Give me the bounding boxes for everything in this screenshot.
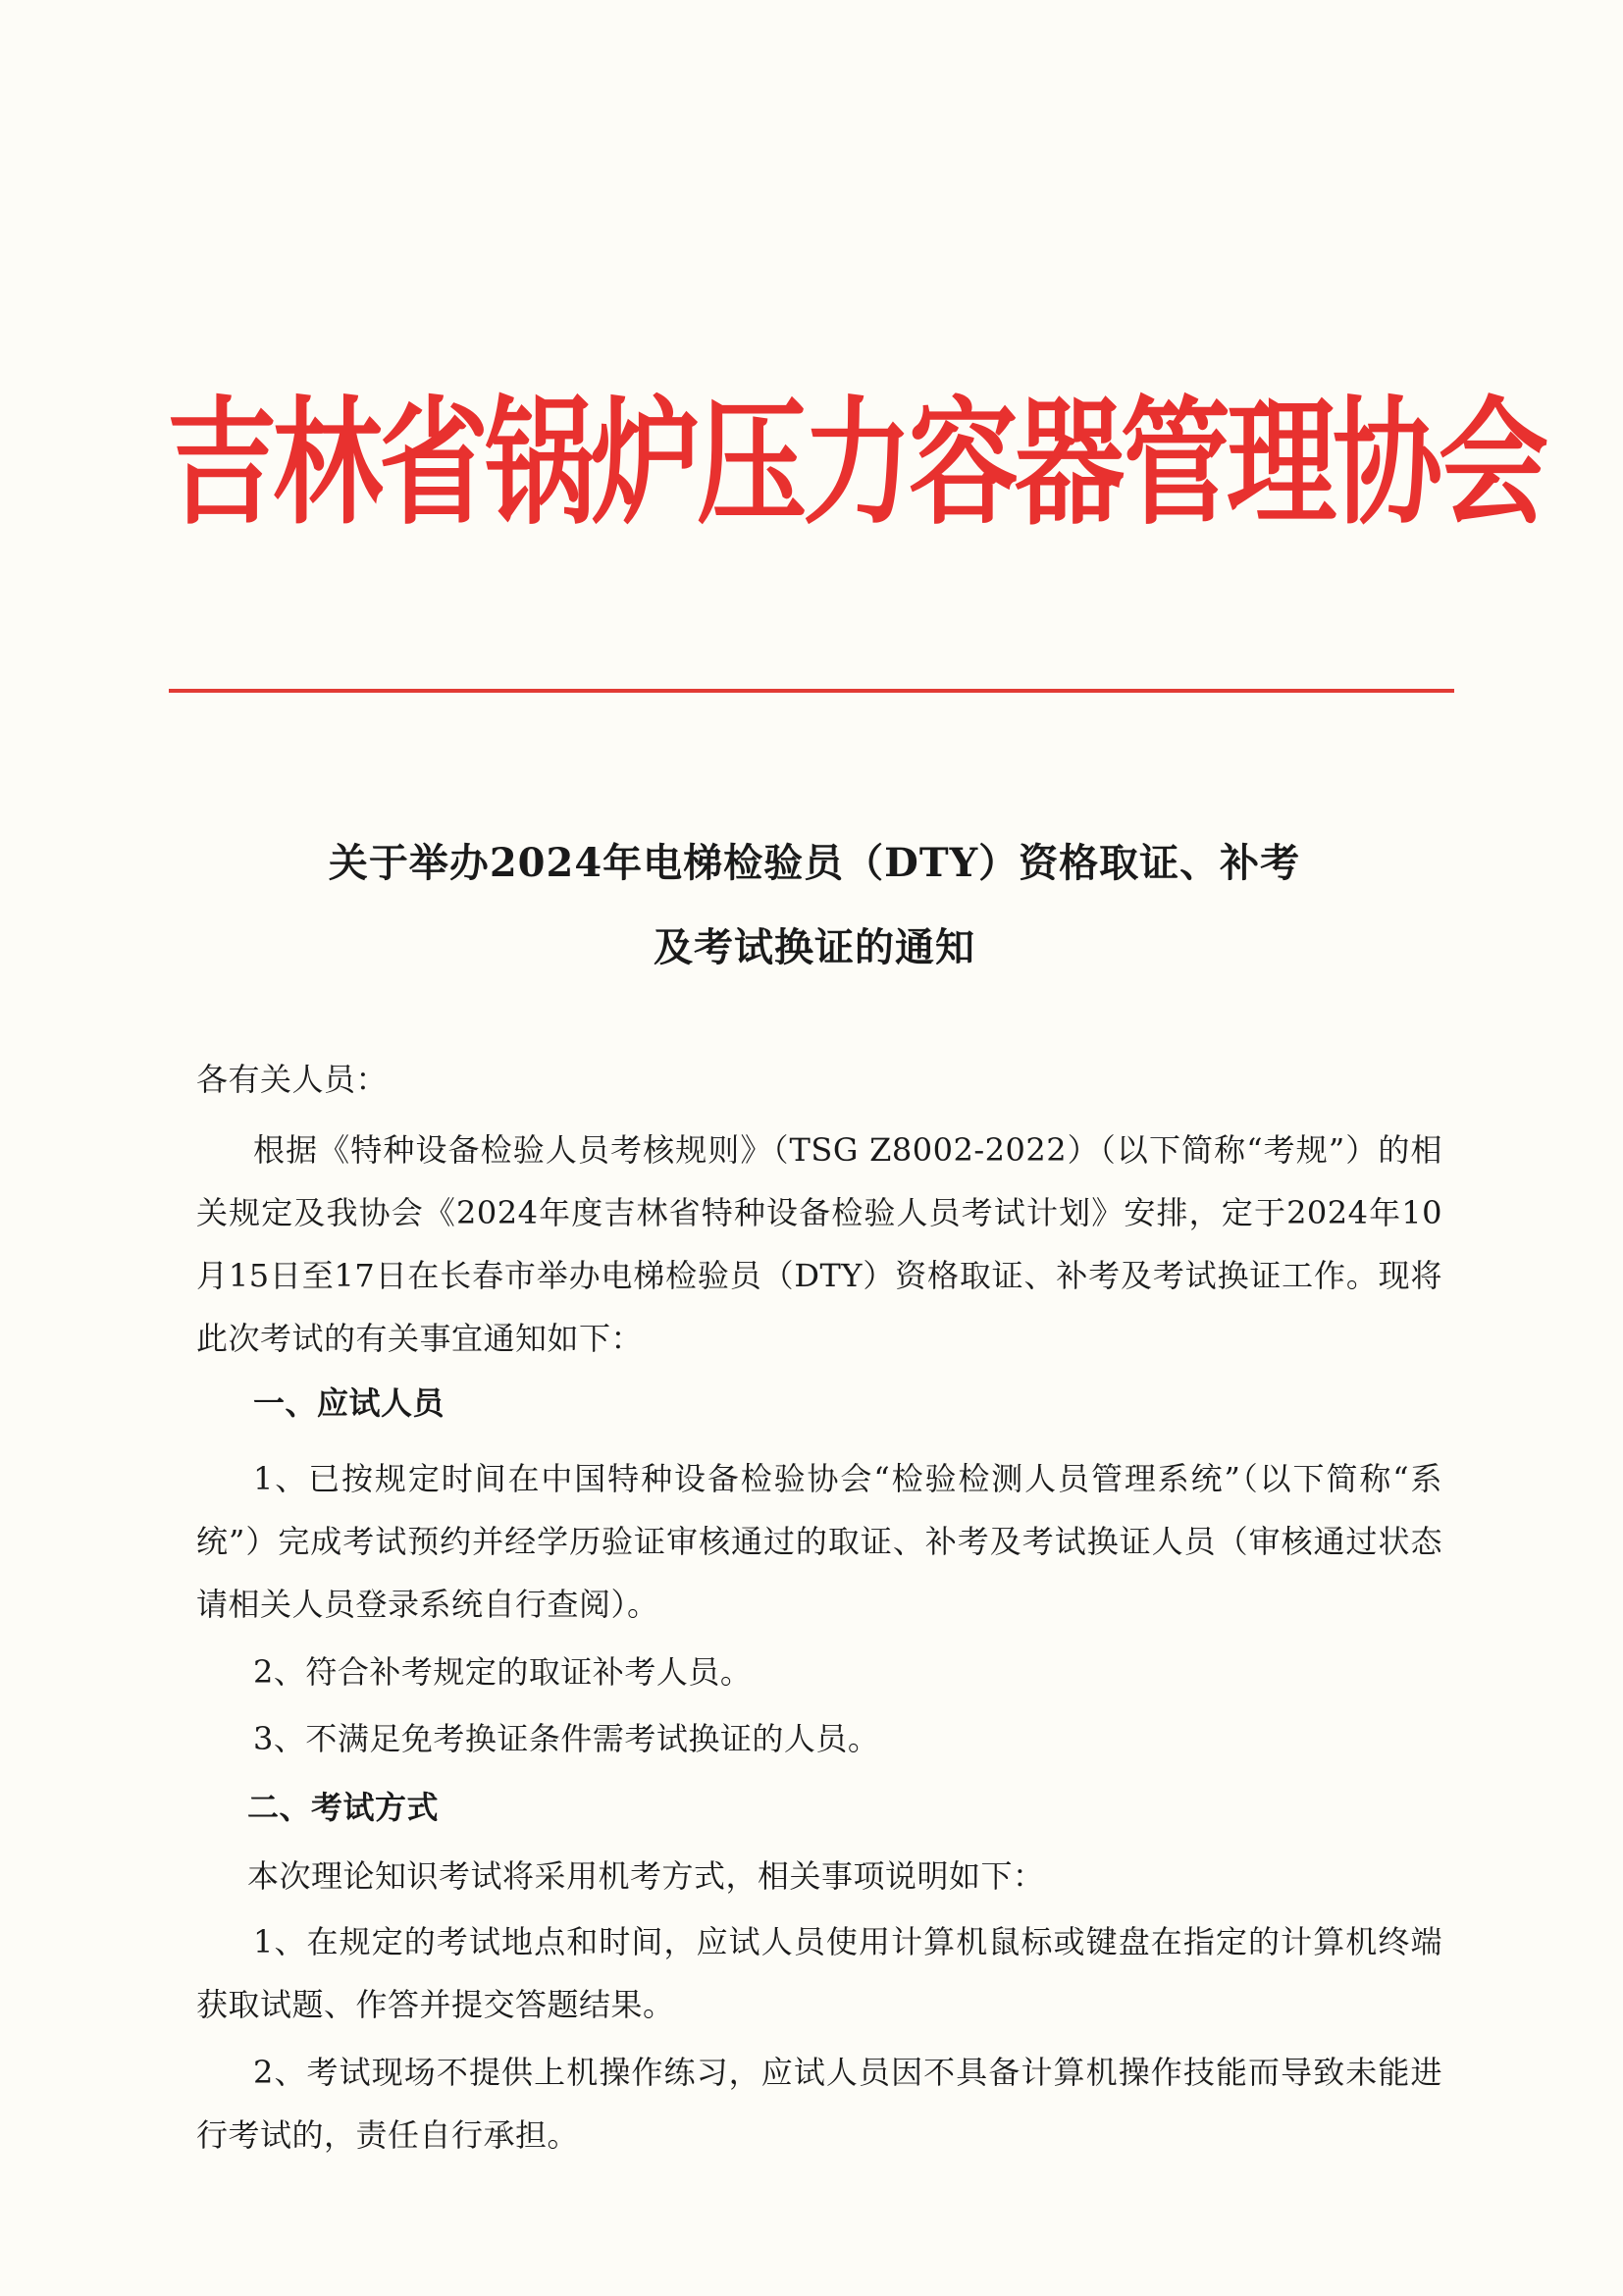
exam-method-item-1: 1、在规定的考试地点和时间，应试人员使用计算机鼠标或键盘在指定的计算机终端获取试题、作答并提交答题结果。 <box>196 1923 1442 2023</box>
candidates-item-2: 2、符合补考规定的取证补考人员。 <box>253 1653 753 1691</box>
intro-paragraph: 根据《特种设备检验人员考核规则》（TSG Z8002-2022）（以下简称“考规”）的相关规定及我协会《2024年度吉林省特种设备检验人员考试计划》安排，定于2024年10月15日至17日在长春市举办电梯检验员（DTY）资格取证、补考及考试换证工作。现将此次考试的有关事宜通知如下： <box>196 1131 1442 1357</box>
candidates-item-1: 1、已按规定时间在中国特种设备检验协会“检验检测人员管理系统”（以下简称“系统”）完成考试预约并经学历验证审核通过的取证、补考及考试换证人员（审核通过状态请相关人员登录系统自行查阅）。 <box>196 1460 1442 1623</box>
organization-masthead: 吉林省锅炉压力容器管理协会 <box>167 384 1544 545</box>
section-heading-exam-method: 二、考试方式 <box>247 1789 440 1826</box>
salutation: 各有关人员： <box>196 1061 389 1098</box>
exam-method-item-2: 2、考试现场不提供上机操作练习，应试人员因不具备计算机操作技能而导致未能进行考试的，责任自行承担。 <box>196 2054 1442 2154</box>
masthead-divider <box>169 689 1454 693</box>
candidates-item-3: 3、不满足免考换证条件需考试换证的人员。 <box>253 1720 880 1757</box>
section-heading-candidates: 一、应试人员 <box>253 1384 445 1422</box>
notice-title-line-1: 关于举办2024年电梯检验员（DTY）资格取证、补考 <box>328 840 1301 886</box>
notice-title-line-2: 及考试换证的通知 <box>654 924 975 970</box>
exam-method-intro: 本次理论知识考试将采用机考方式，相关事项说明如下： <box>247 1857 1045 1895</box>
